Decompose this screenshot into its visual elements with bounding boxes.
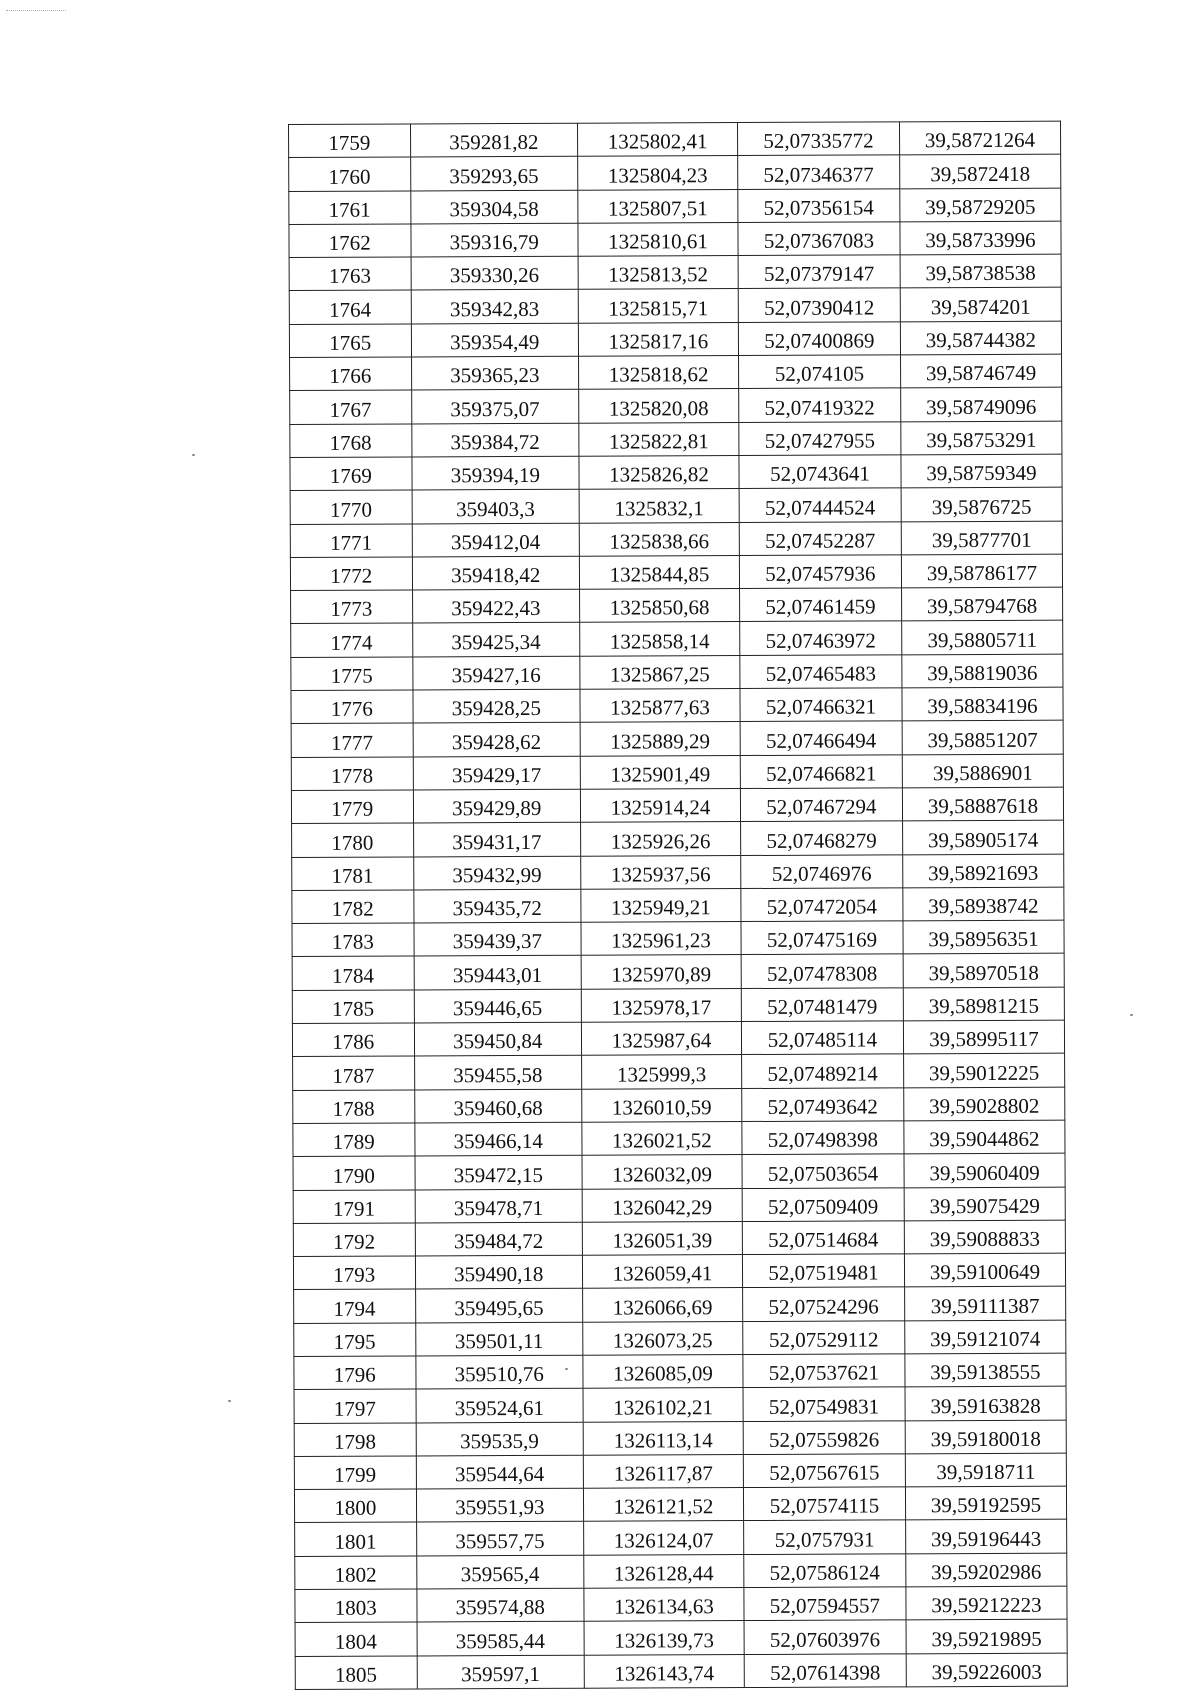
cell-y: 1325832,1 [579,489,739,523]
cell-longitude: 39,58970518 [903,954,1064,988]
cell-point: 1789 [293,1123,415,1157]
cell-x: 359490,18 [415,1255,583,1289]
cell-point: 1803 [295,1589,417,1623]
table-row [292,954,1064,991]
cell-x: 359495,65 [415,1289,583,1323]
cell-y: 1325822,81 [579,422,739,456]
table-row [292,820,1064,857]
cell-latitude: 52,07367083 [738,222,900,256]
cell-point: 1788 [293,1090,415,1124]
cell-latitude: 52,07524296 [742,1287,904,1321]
cell-x: 359574,88 [416,1588,584,1622]
cell-x: 359429,17 [413,756,581,790]
table-row [295,1653,1067,1690]
cell-latitude: 52,07419322 [739,388,901,422]
cell-longitude: 39,5877701 [901,521,1062,555]
cell-point: 1804 [295,1622,417,1656]
cell-x: 359597,1 [417,1655,585,1689]
cell-point: 1762 [289,224,411,258]
cell-x: 359446,65 [414,989,582,1023]
cell-longitude: 39,59121074 [905,1320,1066,1354]
table-row [293,1253,1065,1290]
cell-longitude: 39,59192595 [905,1486,1066,1520]
cell-latitude: 52,07503654 [742,1154,904,1188]
cell-y: 1325867,25 [580,655,740,689]
cell-y: 1326066,69 [583,1288,743,1322]
cell-x: 359535,9 [416,1422,584,1456]
cell-x: 359439,37 [413,922,581,956]
cell-y: 1325949,21 [581,888,741,922]
cell-y: 1325999,3 [582,1055,742,1089]
cell-point: 1768 [290,424,412,458]
cell-point: 1761 [289,191,411,225]
cell-point: 1797 [294,1389,416,1423]
table-row [289,321,1061,358]
cell-longitude: 39,5876725 [901,487,1062,521]
cell-longitude: 39,58921693 [903,854,1064,888]
cell-y: 1325820,08 [579,389,739,423]
cell-point: 1799 [294,1456,416,1490]
cell-y: 1325804,23 [578,156,738,190]
cell-x: 359484,72 [415,1222,583,1256]
table-row [292,987,1064,1024]
cell-point: 1759 [289,124,411,158]
cell-latitude: 52,07463972 [740,621,902,655]
cell-y: 1325937,56 [581,855,741,889]
cell-longitude: 39,58905174 [902,820,1063,854]
cell-latitude: 52,07559826 [743,1420,905,1454]
cell-longitude: 39,58851207 [902,720,1063,754]
cell-point: 1798 [294,1423,416,1457]
cell-longitude: 39,58733996 [900,221,1061,255]
cell-point: 1776 [291,690,413,724]
cell-point: 1765 [289,324,411,358]
cell-x: 359422,43 [412,589,580,623]
cell-x: 359435,72 [413,889,581,923]
table-row [292,920,1064,957]
cell-latitude: 52,07485114 [741,1021,903,1055]
cell-x: 359427,16 [412,656,580,690]
cell-longitude: 39,59012225 [903,1053,1064,1087]
cell-longitude: 39,58759349 [901,454,1062,488]
cell-longitude: 39,59075429 [904,1187,1065,1221]
cell-longitude: 39,59060409 [904,1153,1065,1187]
table-row [294,1486,1066,1523]
cell-latitude: 52,07457936 [739,555,901,589]
cell-y: 1325858,14 [580,622,740,656]
cell-y: 1326085,09 [583,1355,743,1389]
cell-point: 1792 [293,1223,415,1257]
table-row [289,254,1061,291]
cell-point: 1800 [294,1489,416,1523]
cell-longitude: 39,58753291 [901,421,1062,455]
cell-y: 1325807,51 [578,189,738,223]
table-row [295,1553,1067,1590]
table-row [295,1619,1067,1656]
cell-point: 1766 [290,357,412,391]
cell-point: 1783 [292,923,414,957]
cell-point: 1773 [291,590,413,624]
table-row [291,787,1063,824]
cell-point: 1781 [292,856,414,890]
cell-x: 359429,89 [413,789,581,823]
table-row [289,288,1061,325]
cell-longitude: 39,59202986 [906,1553,1067,1587]
cell-y: 1325978,17 [581,988,741,1022]
cell-latitude: 52,07467294 [740,788,902,822]
cell-x: 359428,25 [412,689,580,723]
cell-longitude: 39,59111387 [905,1287,1066,1321]
table-row [291,621,1063,658]
table-row [291,587,1063,624]
cell-x: 359281,82 [410,123,578,157]
cell-x: 359342,83 [411,290,579,324]
cell-x: 359524,61 [416,1389,584,1423]
table-row [290,421,1062,458]
cell-latitude: 52,07379147 [738,255,900,289]
cell-x: 359304,58 [410,190,578,224]
cell-x: 359384,72 [411,423,579,457]
cell-latitude: 52,07594557 [744,1587,906,1621]
cell-latitude: 52,07465483 [740,655,902,689]
cell-x: 359565,4 [416,1555,584,1589]
cell-longitude: 39,59044862 [904,1120,1065,1154]
table-row [290,454,1062,491]
cell-y: 1325813,52 [578,256,738,290]
cell-y: 1326102,21 [583,1388,743,1422]
cell-x: 359432,99 [413,856,581,890]
table-row [293,1187,1065,1224]
cell-x: 359455,58 [414,1056,582,1090]
cell-longitude: 39,58729205 [900,188,1061,222]
cell-y: 1326121,52 [583,1488,743,1522]
scan-artifact [6,10,66,12]
cell-y: 1325817,16 [578,322,738,356]
table-row [294,1320,1066,1357]
table-row [290,354,1062,391]
cell-x: 359375,07 [411,390,579,424]
table-row [291,687,1063,724]
cell-point: 1784 [292,956,414,990]
table-row [295,1520,1067,1557]
cell-x: 359551,93 [416,1488,584,1522]
cell-point: 1764 [289,290,411,324]
cell-longitude: 39,58956351 [903,920,1064,954]
cell-latitude: 52,07400869 [738,322,900,356]
cell-point: 1782 [292,890,414,924]
cell-latitude: 52,07475169 [741,921,903,955]
cell-latitude: 52,07466321 [740,688,902,722]
cell-point: 1769 [290,457,412,491]
table-row [293,1153,1065,1190]
table-row [289,221,1061,258]
cell-point: 1778 [291,757,413,791]
coordinates-table-body [289,121,1068,1689]
cell-x: 359330,26 [411,256,579,290]
cell-longitude: 39,58794768 [901,587,1062,621]
cell-latitude: 52,07549831 [743,1387,905,1421]
cell-x: 359460,68 [414,1089,582,1123]
cell-x: 359403,3 [412,489,580,523]
cell-longitude: 39,5872418 [900,154,1061,188]
cell-longitude: 39,58981215 [903,987,1064,1021]
cell-latitude: 52,07514684 [742,1221,904,1255]
cell-point: 1763 [289,257,411,291]
table-row [294,1453,1066,1490]
cell-latitude: 52,07335772 [737,122,899,156]
cell-longitude: 39,58887618 [902,787,1063,821]
table-row [295,1586,1067,1623]
table-row [294,1420,1066,1457]
cell-longitude: 39,58819036 [902,654,1063,688]
cell-y: 1326042,29 [582,1188,742,1222]
cell-latitude: 52,07567615 [743,1454,905,1488]
cell-y: 1325926,26 [581,822,741,856]
cell-latitude: 52,07603976 [744,1620,906,1654]
cell-y: 1326128,44 [584,1554,744,1588]
cell-y: 1326124,07 [584,1521,744,1555]
cell-point: 1771 [290,524,412,558]
cell-y: 1325987,64 [581,1022,741,1056]
cell-latitude: 52,07489214 [741,1054,903,1088]
table-row [294,1386,1066,1423]
cell-point: 1770 [290,490,412,524]
table-row [290,554,1062,591]
cell-longitude: 39,58805711 [902,621,1063,655]
cell-latitude: 52,07468279 [740,821,902,855]
cell-latitude: 52,07586124 [744,1554,906,1588]
cell-longitude: 39,58995117 [903,1020,1064,1054]
cell-longitude: 39,58786177 [901,554,1062,588]
table-row [290,388,1062,425]
table-row [291,654,1063,691]
cell-longitude: 39,58938742 [903,887,1064,921]
cell-point: 1802 [295,1556,417,1590]
cell-y: 1326010,59 [582,1088,742,1122]
table-row [293,1087,1065,1124]
cell-longitude: 39,59196443 [906,1520,1067,1554]
cell-latitude: 52,07444524 [739,488,901,522]
cell-point: 1775 [291,657,413,691]
cell-x: 359316,79 [410,223,578,257]
cell-longitude: 39,59088833 [904,1220,1065,1254]
cell-point: 1795 [294,1323,416,1357]
cell-y: 1325818,62 [579,356,739,390]
cell-latitude: 52,07481479 [741,988,903,1022]
cell-y: 1326113,14 [583,1421,743,1455]
cell-x: 359557,75 [416,1522,584,1556]
cell-latitude: 52,07529112 [743,1321,905,1355]
cell-point: 1791 [293,1189,415,1223]
cell-x: 359501,11 [415,1322,583,1356]
cell-point: 1790 [293,1156,415,1190]
cell-point: 1787 [293,1056,415,1090]
table-row [293,1053,1065,1090]
cell-longitude: 39,59212223 [906,1586,1067,1620]
cell-latitude: 52,07356154 [738,188,900,222]
table-row [289,154,1061,191]
cell-latitude: 52,07509409 [742,1187,904,1221]
cell-longitude: 39,59100649 [904,1253,1065,1287]
cell-latitude: 52,07466494 [740,721,902,755]
cell-y: 1325815,71 [578,289,738,323]
cell-latitude: 52,0743641 [739,455,901,489]
cell-longitude: 39,5918711 [905,1453,1066,1487]
cell-point: 1780 [292,823,414,857]
cell-point: 1801 [295,1522,417,1556]
cell-longitude: 39,58749096 [901,388,1062,422]
cell-latitude: 52,07498398 [742,1121,904,1155]
cell-x: 359466,14 [414,1122,582,1156]
cell-y: 1326073,25 [583,1321,743,1355]
cell-x: 359478,71 [415,1189,583,1223]
cell-point: 1767 [290,390,412,424]
cell-y: 1325826,82 [579,456,739,490]
table-row [292,1020,1064,1057]
table-row [290,521,1062,558]
cell-point: 1796 [294,1356,416,1390]
cell-point: 1805 [295,1656,417,1690]
table-row [290,487,1062,524]
cell-x: 359450,84 [414,1022,582,1056]
cell-x: 359412,04 [412,523,580,557]
cell-y: 1326117,87 [583,1454,743,1488]
cell-y: 1325802,41 [578,123,738,157]
table-row [289,188,1061,225]
cell-latitude: 52,07574115 [743,1487,905,1521]
cell-longitude: 39,59180018 [905,1420,1066,1454]
cell-longitude: 39,5886901 [902,754,1063,788]
cell-point: 1794 [294,1289,416,1323]
cell-longitude: 39,59226003 [906,1653,1067,1687]
cell-x: 359425,34 [412,623,580,657]
cell-x: 359510,76 [415,1355,583,1389]
scan-speck [192,454,195,456]
cell-y: 1326059,41 [582,1255,742,1289]
cell-latitude: 52,07390412 [738,288,900,322]
cell-latitude: 52,07472054 [741,888,903,922]
cell-latitude: 52,0757931 [743,1520,905,1554]
cell-point: 1772 [290,557,412,591]
cell-y: 1325961,23 [581,922,741,956]
table-row [293,1120,1065,1157]
cell-latitude: 52,074105 [738,355,900,389]
cell-longitude: 39,59163828 [905,1386,1066,1420]
cell-point: 1793 [293,1256,415,1290]
cell-y: 1325889,29 [580,722,740,756]
cell-latitude: 52,07537621 [743,1354,905,1388]
cell-y: 1325838,66 [579,522,739,556]
cell-x: 359431,17 [413,822,581,856]
cell-latitude: 52,07452287 [739,521,901,555]
cell-y: 1325844,85 [579,555,739,589]
cell-latitude: 52,0746976 [741,854,903,888]
table-row [294,1287,1066,1324]
cell-longitude: 39,58721264 [899,121,1060,155]
cell-x: 359418,42 [412,556,580,590]
cell-x: 359394,19 [411,456,579,490]
cell-y: 1325810,61 [578,222,738,256]
cell-longitude: 39,58744382 [900,321,1061,355]
table-row [289,121,1061,158]
cell-longitude: 39,59219895 [906,1619,1067,1653]
cell-x: 359293,65 [410,157,578,191]
cell-x: 359472,15 [415,1155,583,1189]
table-row [293,1220,1065,1257]
cell-latitude: 52,07346377 [738,155,900,189]
cell-latitude: 52,07478308 [741,954,903,988]
cell-latitude: 52,07493642 [742,1087,904,1121]
cell-point: 1779 [291,790,413,824]
cell-y: 1326139,73 [584,1621,744,1655]
cell-point: 1785 [292,990,414,1024]
cell-y: 1326143,74 [584,1654,744,1688]
cell-x: 359365,23 [411,356,579,390]
cell-point: 1786 [292,1023,414,1057]
cell-longitude: 39,5874201 [900,288,1061,322]
cell-longitude: 39,58738538 [900,254,1061,288]
cell-x: 359443,01 [414,956,582,990]
cell-x: 359585,44 [417,1622,585,1656]
cell-y: 1325877,63 [580,689,740,723]
cell-y: 1326021,52 [582,1121,742,1155]
table-row [294,1353,1066,1390]
cell-y: 1326134,63 [584,1588,744,1622]
scan-speck [1130,1014,1133,1016]
cell-point: 1777 [291,723,413,757]
cell-y: 1325901,49 [580,755,740,789]
coordinates-table [288,121,1068,1690]
cell-y: 1326032,09 [582,1155,742,1189]
cell-longitude: 39,59028802 [904,1087,1065,1121]
cell-y: 1326051,39 [582,1221,742,1255]
cell-x: 359544,64 [416,1455,584,1489]
cell-latitude: 52,07427955 [739,422,901,456]
cell-y: 1325970,89 [581,955,741,989]
cell-latitude: 52,07614398 [744,1653,906,1687]
cell-point: 1774 [291,623,413,657]
scan-speck [228,1400,231,1402]
table-row [291,754,1063,791]
cell-y: 1325850,68 [580,589,740,623]
cell-latitude: 52,07466821 [740,754,902,788]
cell-longitude: 39,58834196 [902,687,1063,721]
cell-longitude: 39,59138555 [905,1353,1066,1387]
table-row [292,887,1064,924]
cell-x: 359428,62 [413,723,581,757]
cell-latitude: 52,07519481 [742,1254,904,1288]
cell-x: 359354,49 [411,323,579,357]
cell-latitude: 52,07461459 [739,588,901,622]
cell-longitude: 39,58746749 [900,354,1061,388]
cell-point: 1760 [289,157,411,191]
table-row [291,720,1063,757]
cell-y: 1325914,24 [580,788,740,822]
table-row [292,854,1064,891]
